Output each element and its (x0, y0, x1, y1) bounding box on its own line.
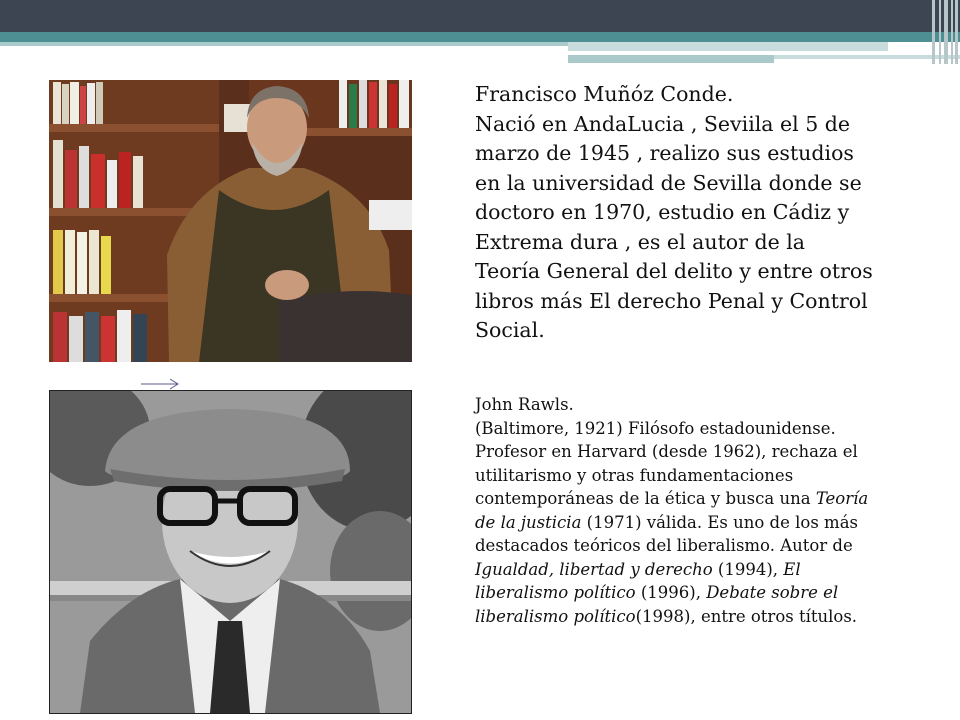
header-bar-light (568, 55, 774, 63)
header-bar-teal (0, 32, 960, 42)
header-bar-light (0, 42, 568, 46)
bio-text: (1971) válida. Es uno de los más destacados teóricos del liberalismo. Autor de (475, 512, 858, 555)
book-title: Debate sobre el liberalismo político (475, 583, 839, 626)
bio-text: (1994), (712, 559, 784, 579)
bio-john-rawls (475, 393, 875, 628)
bio-text: (1998), entre otros títulos. (635, 606, 858, 626)
bio-text: (Baltimore, 1921) Filósofo estadounidense. Profesor en Harvard (desde 1962), rechaza el utilitarismo y otras fundamentaciones contemporáneas de la ética y busca una (475, 418, 858, 508)
person-name: Francisco Muñóz Conde. (475, 82, 734, 106)
photo-john-rawls (49, 390, 412, 714)
bio-text: (1996), (635, 583, 707, 602)
person-bio (475, 417, 875, 629)
bio-francisco-munoz-conde (475, 80, 875, 346)
header-bar-dark (0, 0, 960, 32)
book-title: El liberalismo político (475, 559, 801, 602)
book-title: Teoría de la justicia (475, 489, 869, 532)
photo-francisco-munoz-conde (49, 80, 412, 362)
book-title: Igualdad, libertad y derecho (475, 559, 713, 579)
person-bio: Nació en AndaLucia , Seviila el 5 de marzo de 1945 , realizo sus estudios en la universidad de Sevilla donde se doctoro en 1970, estudio en Cádiz y Extrema dura , es el autor de la Teoría General del delito y entre otros libros más El derecho Penal y Control Social. (475, 111, 873, 342)
header-vertical-lines (930, 0, 960, 64)
arrow-right-icon (140, 376, 182, 390)
header-bar-light (568, 42, 888, 51)
person-name: John Rawls. (475, 395, 574, 414)
